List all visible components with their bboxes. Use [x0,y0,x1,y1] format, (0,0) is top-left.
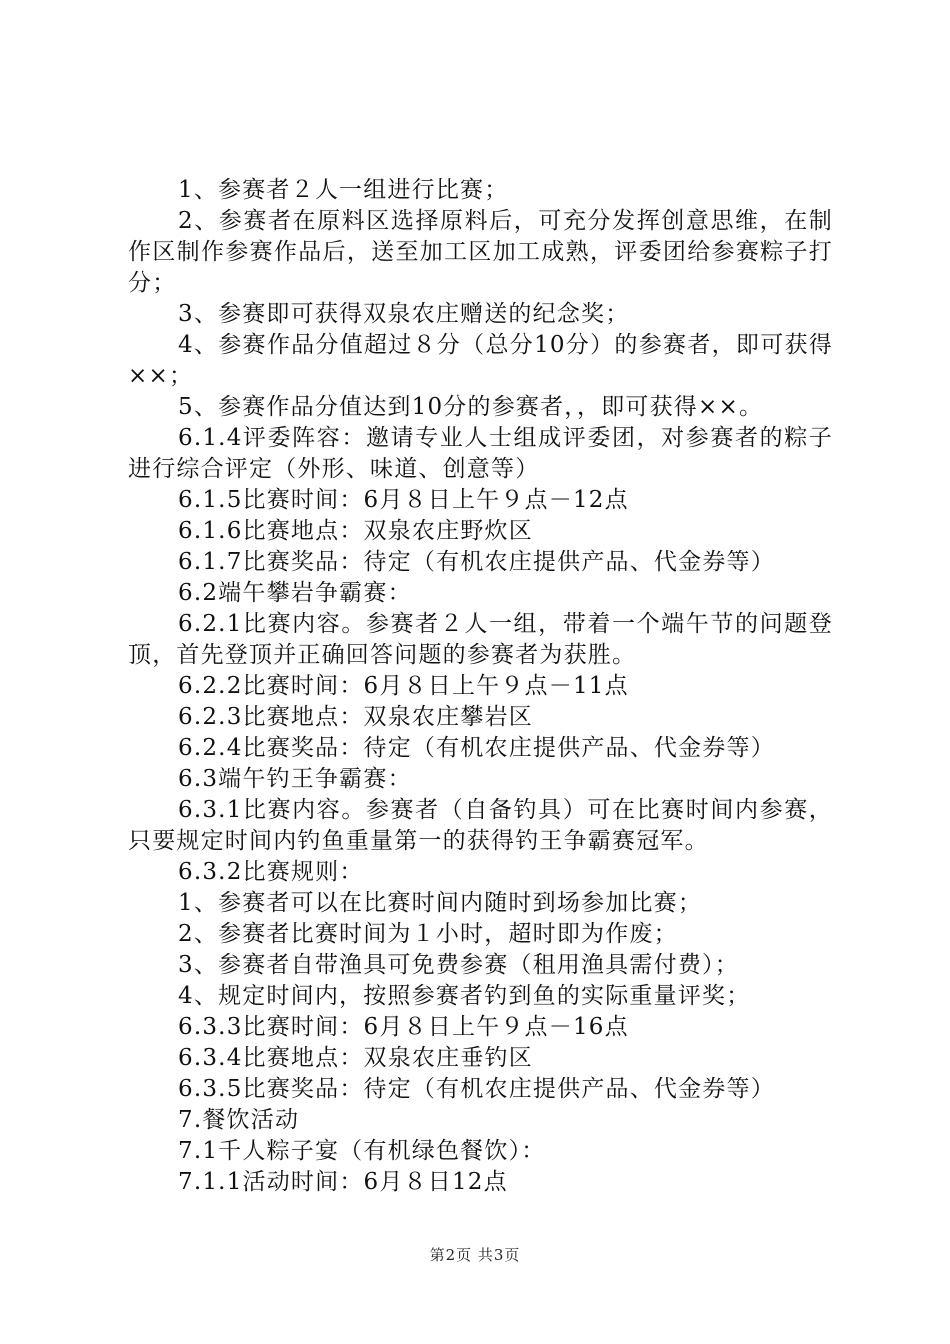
paragraph: 6.2.1比赛内容。参赛者２人一组，带着一个端午节的问题登顶，首先登顶并正确回答问题的参赛者为获胜。 [128,611,833,668]
paragraph: 6.3.4比赛地点：双泉农庄垂钓区 [178,1045,533,1071]
paragraph: 6.3.5比赛奖品：待定（有机农庄提供产品、代金券等） [178,1076,775,1102]
paragraph: 4、规定时间内，按照参赛者钓到鱼的实际重量评奖； [178,983,751,1009]
paragraph: 6.2.4比赛奖品：待定（有机农庄提供产品、代金券等） [178,735,775,761]
paragraph: 6.3.1比赛内容。参赛者（自备钓具）可在比赛时间内参赛，只要规定时间内钓鱼重量第一的获得钓王争霸赛冠军。 [128,797,833,854]
paragraph: 3、参赛即可获得双泉农庄赠送的纪念奖； [178,301,630,327]
paragraph: 5、参赛作品分值达到10分的参赛者，，即可获得××。 [178,394,764,420]
paragraph: 6.3.3比赛时间：6月８日上午９点－16点 [178,1014,629,1040]
paragraph: 6.1.4评委阵容：邀请专业人士组成评委团，对参赛者的粽子进行综合评定（外形、味道、创意等） [128,425,833,482]
document-body [128,175,833,1198]
paragraph: 6.2.2比赛时间：6月８日上午９点－11点 [178,673,629,699]
paragraph: 6.1.6比赛地点：双泉农庄野炊区 [178,518,533,544]
paragraph: 2、参赛者在原料区选择原料后，可充分发挥创意思维，在制作区制作参赛作品后，送至加工区加工成熟，评委团给参赛粽子打分； [128,208,833,296]
paragraph: 6.2.3比赛地点：双泉农庄攀岩区 [178,704,533,730]
paragraph: 3、参赛者自带渔具可免费参赛（租用渔具需付费）； [178,952,739,978]
paragraph: 7.1.1活动时间：6月８日12点 [178,1169,508,1195]
paragraph: 7.1千人粽子宴（有机绿色餐饮）： [178,1138,546,1164]
page-footer: 第2页 共3页 [429,1246,521,1264]
paragraph: 6.3端午钓王争霸赛： [178,766,412,792]
paragraph: 7.餐饮活动 [178,1107,300,1133]
paragraph: 4、参赛作品分值超过８分（总分10分）的参赛者，即可获得××； [128,332,833,389]
paragraph: 6.3.2比赛规则： [178,859,364,885]
paragraph: 6.2端午攀岩争霸赛： [178,580,412,606]
paragraph: 2、参赛者比赛时间为１小时，超时即为作废； [178,921,678,947]
paragraph: 6.1.5比赛时间：6月８日上午９点－12点 [178,487,629,513]
paragraph: 1、参赛者可以在比赛时间内随时到场参加比赛； [178,890,703,916]
paragraph: 6.1.7比赛奖品：待定（有机农庄提供产品、代金券等） [178,549,775,575]
paragraph: 1、参赛者２人一组进行比赛； [178,177,509,203]
